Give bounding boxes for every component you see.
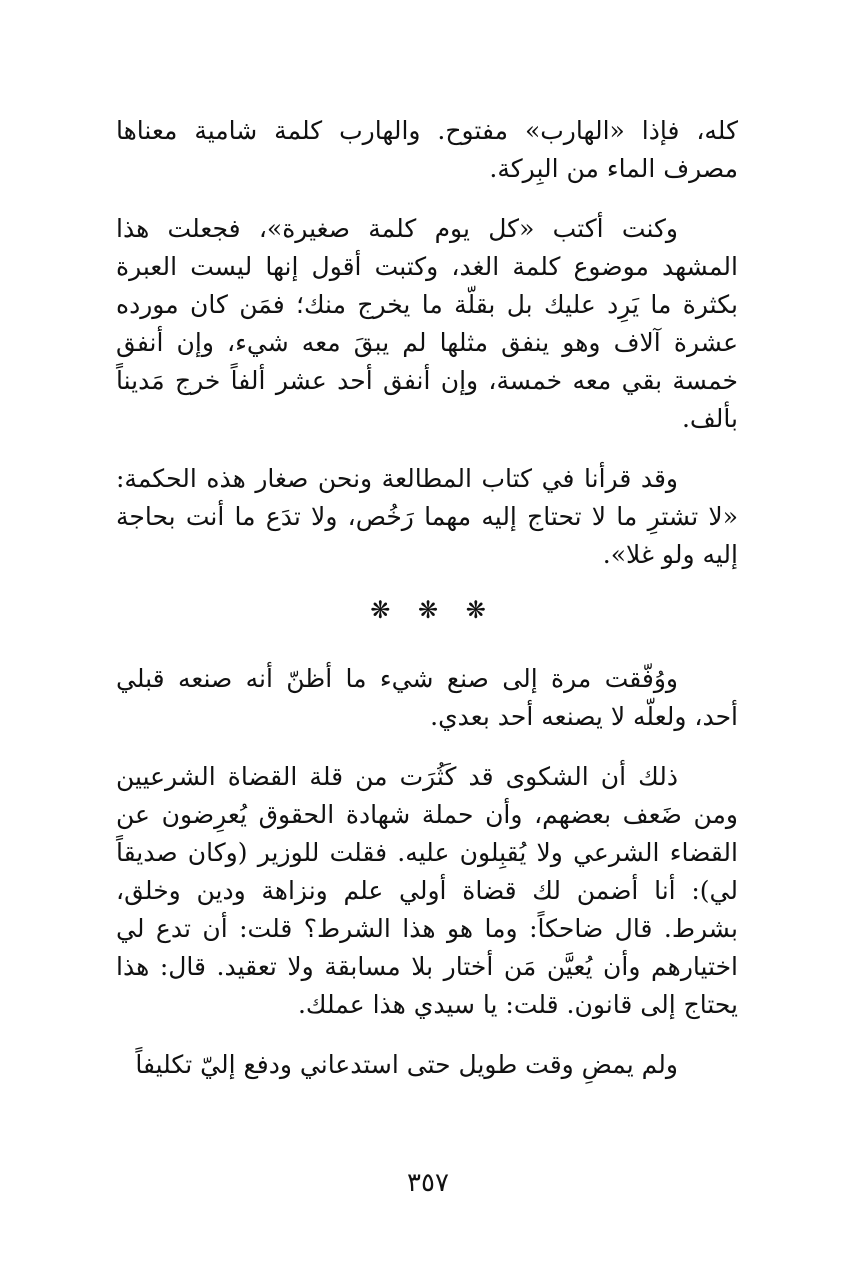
text-section-top [116,112,738,574]
page-number: ٣٥٧ [407,1168,449,1198]
paragraph-continued: كله، فإذا «الهارب» مفتوح. والهارب كلمة شامية معناها مصرف الماء من البِركة. [116,116,738,183]
paragraph-judges: ذلك أن الشكوى قد كَثُرَت من قلة القضاة الشرعيين ومن ضَعف بعضهم، وأن حملة شهادة الحقوق يُعرِضون عن القضاء الشرعي ولا يُقبِلون عليه. فقلت للوزير (وكان صديقاً لي): أنا أضمن لك قضاة أولي علم ونزاهة ودين وخلق، بشرط. قال ضاحكاً: وما هو هذا الشرط؟ قلت: أن تدع لي اختيارهم وأن يُعيَّن مَن أختار بلا مسابقة ولا تعقيد. قال: هذا يحتاج إلى قانون. قلت: يا سيدي هذا عملك. [116,762,739,1019]
divider-asterisk: ❋ [370,596,391,624]
divider-asterisk: ❋ [465,596,486,624]
text-section-bottom [116,660,738,1084]
paragraph-achievement: ووُفّقت مرة إلى صنع شيء ما أظنّ أنه صنعه قبلي أحد، ولعلّه لا يصنعه أحد بعدي. [116,664,738,731]
paragraph-daily-word: وكنت أكتب «كل يوم كلمة صغيرة»، فجعلت هذا المشهد موضوع كلمة الغد، وكتبت أقول إنها ليست العبرة بكثرة ما يَرِد عليك بل بقلّة ما يخرج منك؛ فمَن كان مورده عشرة آلاف وهو ينفق مثلها لم يبقَ معه شيء، وإن أنفق خمسة بقي معه خمسة، وإن أنفق أحد عشر ألفاً خرج مَديناً بألف. [116,214,738,433]
paragraph-wisdom: وقد قرأنا في كتاب المطالعة ونحن صغار هذه الحكمة: «لا تشترِ ما لا تحتاج إليه مهما رَخُص، ولا تدَع ما أنت بحاجة إليه ولو غلا». [116,464,738,569]
paragraph-continuation: ولم يمضِ وقت طويل حتى استدعاني ودفع إليّ تكليفاً [135,1050,678,1079]
divider-asterisk: ❋ [417,596,439,624]
section-divider [0,596,856,630]
